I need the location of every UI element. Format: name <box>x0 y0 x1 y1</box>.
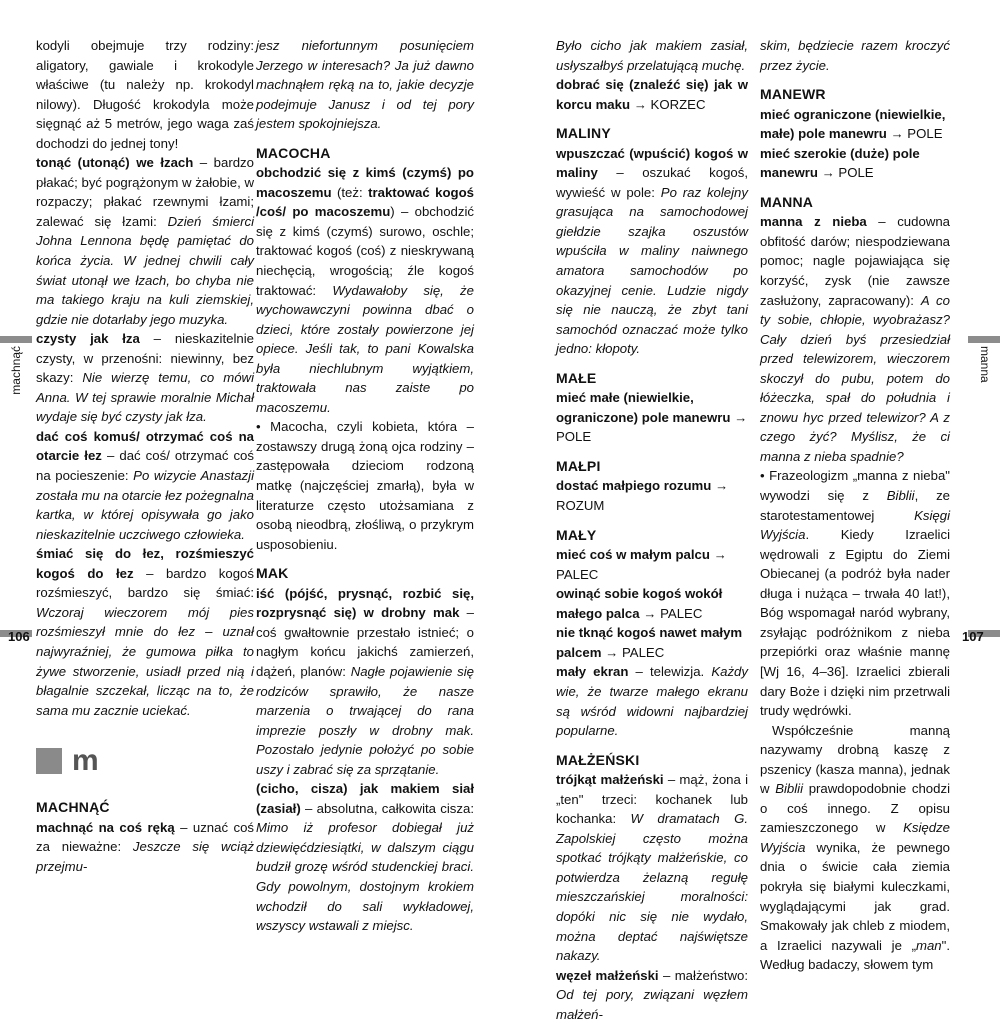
example: Nagłe pojawienie się rodziców sprawiło, że nasze marzenia o trwającej do rana imprezie poszły w drobny mak. Pozostało jedynie położyć po sobie uszy i zabrać się za sprzątanie. <box>256 663 474 777</box>
headword: obchodzić się z kimś (czymś) po macoszemu <box>256 165 474 200</box>
column-4 <box>760 36 950 975</box>
headword: (cicho, cisza) jak makiem siał (zasiał) <box>256 781 474 816</box>
right-thumb-tab <box>968 336 1000 384</box>
headword: mieć małe (niewielkie, ograniczone) pole manewru <box>556 390 731 425</box>
cross-reference: → KORZEC <box>630 96 706 112</box>
entry: machnąć na coś ręką – uznać coś za nieważne: Jeszcze się wciąż przejmu- <box>36 819 254 874</box>
cross-reference: → ROZUM <box>556 478 729 514</box>
left-tab-bar <box>0 336 32 343</box>
column-1 <box>36 36 254 876</box>
headword: trójkąt małżeński <box>556 772 664 788</box>
entry-heading: MANEWR <box>760 86 826 103</box>
headword: dać coś komuś/ otrzymać coś na otarcie łez <box>36 428 254 464</box>
note: • Frazeologizm „manna z nieba" wywodzi się z Biblii, ze starotestamentowej Księgi Wyjścia. Kiedy Izraelici wędrowali z Egiptu do Ziemi Obiecanej (a podróż była nader długa i nużąca – trwała 40 lat!), Bóg wspomagał naród wybrany, zsyłając podróżnikom z nieba przepiórki oraz właśnie mannę [Wj 16, 4–36]. Izraelici zbierali dary Boże i dzięki nim przetrwali trudy wędrówki. <box>760 468 950 719</box>
cross-reference: → POLE <box>556 409 748 445</box>
example: skim, będziecie razem kroczyć przez życie. <box>760 38 950 73</box>
note: Współcześnie manną nazywamy drobną kaszę z pszenicy (kasza manna), jednak w Biblii prawdopodobnie chodzi o coś innego. Z opisu zamieszczonego w Księdze Wyjścia wynika, że pewnego dnia o świcie cała ziemia pokryła się białymi kuleczkami, wyglądającymi jak grad. Smakowały jak chleb z miodem, a Izraelici nazywali je „man". Według badaczy, słowem tym <box>760 722 950 973</box>
page-number-right: 107 <box>962 629 984 644</box>
headword: iść (pójść, prysnąć, rozbić się, rozprysnąć się) w drobny mak <box>256 585 474 621</box>
cross-reference: → POLE <box>817 165 874 181</box>
example: Po wizycie Anastazji została mu na otarcie łez pożegnalna kartka, w której opisywała go jako nieskazitelnie uczciwego człowieka. <box>36 468 255 542</box>
entry-heading: MAŁE <box>556 369 597 386</box>
text-paragraph: kodyli obejmuje trzy rodziny: aligatory, gawiale i krokodyle właściwe (tu należy np. krokodyl nilowy). Długość krokodyla może sięgnąć aż 5 metrów, jego waga zaś dochodzi do jednej tony! <box>36 38 254 151</box>
entry-heading: MACHNĄĆ <box>36 799 110 816</box>
example: Od tej pory, związani węzłem małżeń- <box>556 987 748 1022</box>
headword: śmiać się do łez, rozśmieszyć kogoś do łez <box>36 546 254 581</box>
column-2 <box>256 36 474 936</box>
section-letter-text: m <box>72 744 99 778</box>
headword: manna z nieba <box>760 214 867 230</box>
entry-heading: MAŁŻEŃSKI <box>556 751 640 768</box>
entry <box>760 144 950 183</box>
right-tab-label: manna <box>978 346 992 383</box>
entry-heading: MAŁY <box>556 526 597 543</box>
section-letter <box>36 746 254 776</box>
entry: obchodzić się z kimś (czymś) po macoszemu (też: traktować kogoś /coś/ po macoszemu) – obchodzić się z kimś (czymś) surowo, oschle; traktować kogoś (coś) z nieskrywaną niechęcią, wrogością; źle kogoś traktować: Wydawałoby się, że wychowawczyni powinna dbać o dzieci, które zostały powierzone jej opiece. Jeśli tak, to pani Kowalska była niechlubnym wyjątkiem, traktowała nas zaiste po macoszemu. <box>256 165 475 415</box>
entry <box>556 545 748 584</box>
entry <box>256 36 474 134</box>
entry-heading: MAK <box>256 565 289 582</box>
left-thumb-tab <box>0 336 32 395</box>
entry <box>760 105 950 144</box>
entry: dać coś komuś/ otrzymać coś na otarcie łez – dać coś/ otrzymać coś na pocieszenie: Po wizycie Anastazji została mu na otarcie łez pożegnalna kartka, w której opisywała go jako nieskazitelnie uczciwego człowieka. <box>36 428 255 542</box>
example: Jeszcze się wciąż przejmu- <box>36 839 254 874</box>
page-number-left: 106 <box>8 629 30 644</box>
example: Wydawałoby się, że wychowawczyni powinna dbać o dzieci, które zostały powierzone jej opiece. Jeśli tak, to pani Kowalska była niechlubnym wyjątkiem, traktowała nas zaiste po macoszemu. <box>256 282 474 415</box>
headword: węzeł małżeński <box>556 967 659 983</box>
column-3 <box>556 36 748 1024</box>
entry: wpuszczać (wpuścić) kogoś w maliny – oszukać kogoś, wywieść w pole: Po raz kolejny grasująca na samochodowej giełdzie szajka oszustów wpuściła w maliny naiwnego amatora samochodów po okazyjnej cenie. Ludzie nigdy się nie nauczą, że zbyt tani samochód oznaczać może tylko jedno: kłopoty. <box>556 145 748 357</box>
entry <box>556 36 748 75</box>
entry-heading: MALINY <box>556 125 611 142</box>
example: Było cicho jak makiem zasiał, usłyszałbyś przelatującą muchę. <box>556 38 748 73</box>
entry-heading: MAŁPI <box>556 457 601 474</box>
entry: manna z nieba – cudowna obfitość darów; niespodziewana pomoc; nagle pojawiająca się korzyść, zysk (nie zawsze zasłużony, zapracowany): A co ty sobie, chłopie, wyobrażasz? Cały dzień byś przesiedział przed telewizorem, wieczorem skoczył do pubu, potem do łóżeczka, spał do południa i znowu hyc przed telewizor? A z czego żyć? Myślisz, że ci manna z nieba spadnie? <box>760 214 951 464</box>
headword: tonąć (utonąć) we łzach <box>36 155 194 171</box>
section-square <box>36 748 62 774</box>
entry: iść (pójść, prysnąć, rozbić się, rozprysnąć się) w drobny mak – coś gwałtownie przestało istnieć; o nagłym końcu jakichś zamierzeń, dążeń, planów: Nagłe pojawienie się rodziców sprawiło, że nasze marzenia o trwającej do rana imprezie poszły w drobny mak. Pozostało jedynie położyć po sobie uszy i zabrać się za sprzątanie. <box>256 585 474 777</box>
entry <box>556 388 748 447</box>
example: A co ty sobie, chłopie, wyobrażasz? Cały dzień byś przesiedział przed telewizorem, wieczorem skoczył do pubu, potem do łóżeczka, spał do południa i znowu hyc przed telewizor? A z czego żyć? Myślisz, że ci manna z nieba spadnie? <box>760 292 950 464</box>
headword: dostać małpiego rozumu <box>556 478 712 494</box>
cross-reference: → POLE <box>886 126 943 142</box>
headword: machnąć na coś ręką <box>36 819 175 835</box>
entry-heading: MANNA <box>760 193 814 210</box>
example: jesz niefortunnym posunięciem Jerzego w interesach? Ja już dawno machnąłem ręką na to, jakie decyzje podejmuje Janusz i od tej pory jestem spokojniejsza. <box>256 38 474 132</box>
headword: owinąć sobie kogoś wokół małego palca <box>556 586 723 621</box>
entry <box>556 75 748 114</box>
note: • Macocha, czyli kobieta, która – zostawszy drugą żoną ojca rodziny – zastępowała dzieciom rodzoną matkę (najczęściej zmarłą), była w literaturze często utożsamiana z osobą nieodbrą, złośliwą, o przykrym usposobieniu. <box>256 419 474 552</box>
example: Każdy wie, że twarze małego ekranu są wśród widowni najbardziej popularne. <box>556 664 748 739</box>
cross-reference: → PALEC <box>601 644 665 660</box>
entry: czysty jak łza – nieskazitelnie czysty, w przenośni: niewinny, bez skazy: Nie wierzę temu, co mówi Anna. W tej sprawie moralnie Michał wydaje się być czysty jak łza. <box>36 331 254 425</box>
entry <box>760 36 950 75</box>
example: Po raz kolejny grasująca na samochodowej giełdzie szajka oszustów wpuściła w maliny naiwnego amatora samochodów po okazyjnej cenie. Ludzie nigdy się nie nauczą, że zbyt tani samochód oznaczać może tylko jedno: kłopoty. <box>556 184 748 357</box>
entry: mały ekran – telewizja. Każdy wie, że twarze małego ekranu są wśród widowni najbardziej popularne. <box>556 664 748 739</box>
right-tab-bar <box>968 336 1000 343</box>
example: Nie wierzę temu, co mówi Anna. W tej sprawie moralnie Michał wydaje się być czysty jak łza. <box>36 370 254 425</box>
cross-reference: → PALEC <box>639 605 703 621</box>
cross-reference: → PALEC <box>556 547 727 582</box>
headword: nie tknąć kogoś nawet małym palcem <box>556 625 743 660</box>
example: Mimo iż profesor dobiegał już dziewięćdziesiątki, w dalszym ciągu budził grozę wśród studenckiej braci. Gdy powolnym, dostojnym krokiem wchodził do sali wykładowej, wszyscy wstawali z miejsc. <box>256 820 474 934</box>
entry <box>556 476 748 515</box>
entry: (cicho, cisza) jak makiem siał (zasiał) – absolutna, całkowita cisza: Mimo iż profesor dobiegał już dziewięćdziesiątki, w dalszym ciągu budził grozę wśród studenckiej braci. Gdy powolnym, dostojnym krokiem wchodził do sali wykładowej, wszyscy wstawali z miejsc. <box>256 781 474 934</box>
example: Wczoraj wieczorem mój pies rozśmieszył mnie do łez – uznał najwyraźniej, że gumowa piłka to żywe stworzenie, usiadł przed nią i błagalnie szczekał, licząc na to, że sama mu zacznie uciekać. <box>36 604 254 718</box>
headword: wpuszczać (wpuścić) kogoś w maliny <box>556 145 748 181</box>
entry: węzeł małżeński – małżeństwo: Od tej pory, związani węzłem małżeń- <box>556 967 748 1022</box>
headword: mieć ograniczone (niewielkie, małe) pole manewru <box>760 106 946 142</box>
headword: czysty jak łza <box>36 331 140 347</box>
entry-heading: MACOCHA <box>256 144 331 161</box>
entry: śmiać się do łez, rozśmieszyć kogoś do łez – bardzo kogoś rozśmieszyć, bardzo się śmiać: Wczoraj wieczorem mój pies rozśmieszył mnie do łez – uznał najwyraźniej, że gumowa piłka to żywe stworzenie, usiadł przed nią i błagalnie szczekał, licząc na to, że sama mu zacznie uciekać. <box>36 546 254 718</box>
left-tab-label: machnąć <box>9 346 23 395</box>
example: Dzień śmierci Johna Lennona będę pamiętać do końca życia. W jednej chwili cały świat utonął we łzach, bo chyba nie ma takiego kraju na kuli ziemskiej, gdzie nie dotarłaby jego muzyka. <box>36 213 254 327</box>
example: W dramatach G. Zapolskiej często można spotkać trójkąty małżeńskie, co potwierdza żelazną regułę mieszczańskiej moralności: dopóki nic się nie wydało, można deptać najświętsze nakazy. <box>556 811 748 964</box>
entry: trójkąt małżeński – mąż, żona i „ten" trzeci: kochanek lub kochanka: W dramatach G. Zapolskiej często można spotkać trójkąty małżeńskie, co potwierdza żelazną regułę mieszczańskiej moralności: dopóki nic się nie wydało, można deptać najświętsze nakazy. <box>556 772 748 964</box>
headword: dobrać się (znaleźć się) jak w korcu maku <box>556 77 748 112</box>
headword: traktować kogoś /coś/ po macoszemu <box>256 184 474 220</box>
headword: mały ekran <box>556 664 629 680</box>
headword: mieć szerokie (duże) pole manewru <box>760 145 920 181</box>
entry <box>556 584 748 623</box>
entry <box>556 623 748 662</box>
entry: tonąć (utonąć) we łzach – bardzo płakać; być pogrążonym w żałobie, w rozpaczy; płakać rzewnymi łzami; zalewać się łzami: Dzień śmierci Johna Lennona będę pamiętać do końca życia. W jednej chwili cały świat utonął we łzach, bo chyba nie ma takiego kraju na kuli ziemskiej, gdzie nie dotarłaby jego muzyka. <box>36 155 254 327</box>
headword: mieć coś w małym palcu <box>556 547 710 563</box>
